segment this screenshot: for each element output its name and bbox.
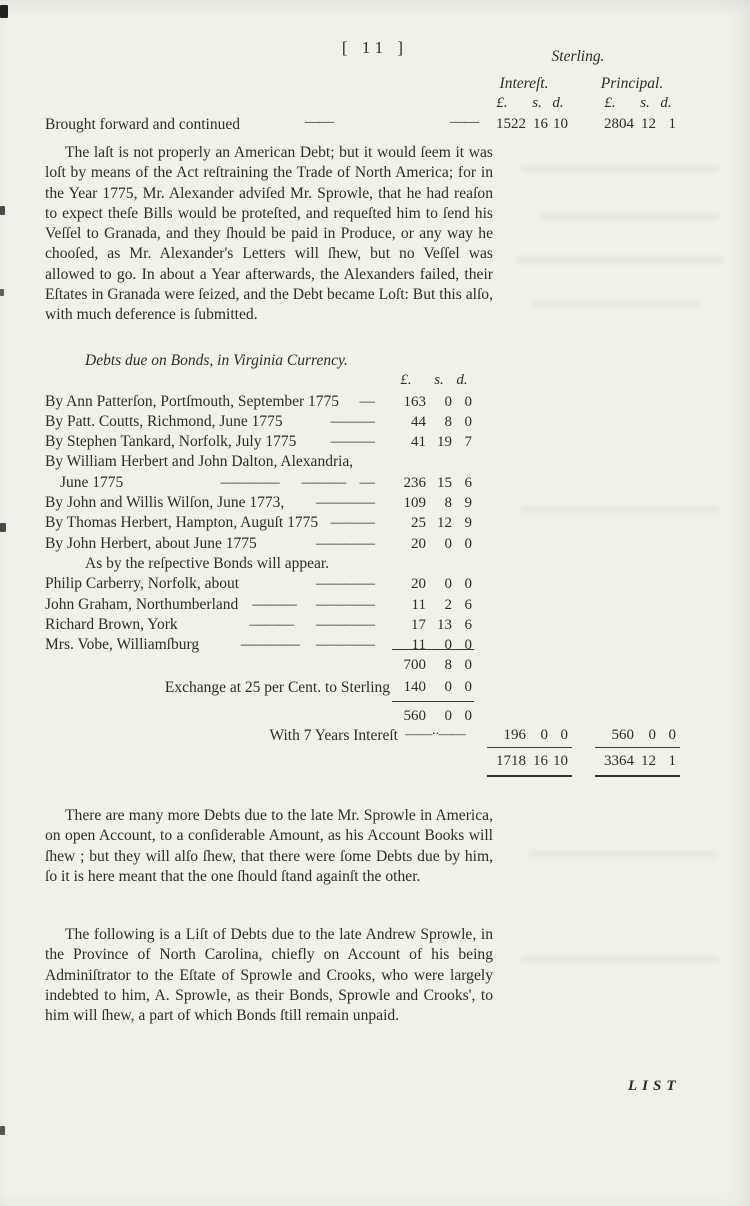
- table-row: As by the reſpective Bonds will appear.: [85, 554, 330, 572]
- table-row: By John Herbert, about June 1775 ———— 20 0 0: [45, 534, 472, 552]
- page-number: [ 11 ]: [341, 38, 409, 57]
- bleedthrough-artifact: [520, 165, 720, 173]
- brought-forward-interest-amount: 1522 16 10: [496, 116, 568, 132]
- bonds-table: [45, 352, 472, 656]
- table-row: By Patt. Coutts, Richmond, June 1775 ——— 44 8 0: [45, 412, 472, 430]
- table-row: John Graham, Northumberland ——— ———— 11 2 6: [45, 595, 472, 613]
- seven-year-interest-amount: 196 0 0: [503, 727, 568, 743]
- filler-dash: ——··——: [405, 727, 465, 742]
- subtotal-amount: 700 8 0: [403, 657, 472, 673]
- table-row: Philip Carberry, Norfolk, about ———— 20 0 0: [45, 575, 472, 593]
- table-row: By John and Willis Wilſon, June 1773, ———— 109 8 9: [45, 494, 472, 512]
- body-paragraph-open-accounts: There are many more Debts due to the late Mr. Sprowle in America, on open Account, to a conſiderable Amount, as his Account Books will ſhew ; but they will alſo ſhew, that there were ſome Debts due by him, ſo it is here meant that the one ſhould ſtand againſt the other.: [45, 807, 493, 885]
- row-amount: 11 0 0: [411, 637, 472, 654]
- row-amount: 11 2 6: [411, 596, 472, 613]
- brought-forward-principal-amount: 2804 12 1: [604, 116, 676, 132]
- filler-dash: ———— ————: [240, 636, 374, 654]
- grand-total-rule: [487, 775, 572, 777]
- filler-dash: ——— ————: [249, 615, 374, 633]
- filler-dash: ———: [330, 433, 374, 451]
- filler-dash: ————: [316, 575, 374, 593]
- table-row: June 1775 ———— ——— — 236 15 6: [60, 473, 472, 491]
- catchword: LIST: [628, 1078, 681, 1094]
- table-row: By Thomas Herbert, Hampton, Auguſt 1775 ——— 25 12 9: [45, 514, 472, 532]
- total-rule: [392, 649, 474, 650]
- bleedthrough-artifact: [520, 505, 720, 513]
- total-rule: [487, 747, 572, 748]
- scan-artifact: [0, 206, 5, 215]
- table-row: By William Herbert and John Dalton, Alexandria,: [45, 453, 354, 471]
- filler-dash: ——: [305, 114, 333, 130]
- shillings-symbol: s.: [532, 95, 542, 111]
- row-amount: 236 15 6: [403, 474, 472, 491]
- filler-dash: ——: [450, 114, 478, 130]
- pounds-symbol: £.: [604, 95, 616, 111]
- filler-dash: ———: [330, 412, 374, 430]
- interest-lsd-header: [478, 95, 568, 112]
- principal-lsd-header: [586, 95, 676, 112]
- bleedthrough-artifact: [528, 850, 718, 858]
- net-amount: 560 0 0: [403, 708, 472, 724]
- scan-artifact: [0, 1126, 5, 1135]
- row-amount: 20 0 0: [411, 535, 472, 552]
- row-amount: 163 0 0: [403, 393, 472, 410]
- grand-total-principal: 3364 12 1: [604, 753, 676, 769]
- table-row: By Stephen Tankard, Norfolk, July 1775 ——— 41 19 7: [45, 433, 472, 451]
- total-rule: [392, 701, 474, 702]
- filler-dash: ——— ————: [252, 595, 374, 613]
- table-row: By Ann Patterſon, Portſmouth, September 1775 — 163 0 0: [45, 392, 472, 410]
- total-rule: [595, 747, 680, 748]
- bonds-table-heading: Debts due on Bonds, in Virginia Currency.: [85, 352, 348, 369]
- scan-artifact: [0, 289, 4, 296]
- grand-total-interest: 1718 16 10: [496, 753, 568, 769]
- bonds-lsd-header-row: [45, 372, 472, 392]
- va-lsd-header: £. s. d.: [400, 372, 468, 389]
- bleedthrough-artifact: [515, 256, 725, 264]
- principal-column-label: Principal.: [600, 75, 664, 92]
- bleedthrough-artifact: [540, 213, 720, 221]
- exchange-amount: 140 0 0: [403, 679, 472, 695]
- pounds-symbol: £.: [496, 95, 508, 111]
- bleedthrough-artifact: [532, 300, 702, 308]
- sterling-column-title: Sterling.: [551, 48, 605, 65]
- filler-dash: ———: [330, 514, 374, 532]
- filler-dash: ————: [316, 534, 374, 552]
- scan-artifact: [0, 523, 6, 532]
- scan-artifact: [0, 5, 8, 18]
- body-paragraph-north-carolina: The following is a Liſt of Debts due to the late Andrew Sprowle, in the Province of North Carolina, chiefly on Account of his being Adminiſtrator to the Eſtate of Sprowle and Crooks, who were largely indebted to him, A. Sprowle, as their Bonds, Sprowle and Crooks', to him will ſhew, a part of which Bonds ſtill remain unpaid.: [45, 926, 493, 1025]
- row-amount: 41 19 7: [411, 434, 472, 451]
- brought-forward-label: Brought forward and continued: [45, 116, 240, 133]
- net-principal-amount: 560 0 0: [611, 727, 676, 743]
- table-row: Richard Brown, York ——— ———— 17 13 6: [45, 615, 472, 633]
- row-amount: 20 0 0: [411, 576, 472, 593]
- filler-dash: ———— ——— —: [220, 473, 374, 491]
- bleedthrough-artifact: [520, 955, 720, 963]
- row-amount: 25 12 9: [411, 515, 472, 532]
- with-interest-label: With 7 Years Intereſt: [269, 727, 398, 744]
- grand-total-rule: [595, 775, 680, 777]
- row-amount: 109 8 9: [403, 495, 472, 512]
- filler-dash: —: [359, 392, 374, 410]
- pence-symbol: d.: [660, 95, 672, 111]
- body-paragraph-american-debt: The laſt is not properly an American Debt; but it would ſeem it was loſt by means of the Act reſtraining the Trade of North America; for in the Year 1775, Mr. Alexander adviſed Mr. Sprowle, that he had reaſon to expect theſe Bills would be proteſted, and requeſted him to ſend his Veſſel to Granada, and they ſhould be paid in Produce, or any way he chooſed, as Mr. Alexander's Letters will ſhew, but no Veſſel was allowed to go. In about a Year afterwards, the Alexanders failed, their Eſtates in Granada were ſeized, and the Debt became Loſt: But this alſo, with much deference is ſubmitted.: [45, 144, 493, 324]
- row-amount: 17 13 6: [411, 616, 472, 633]
- filler-dash: ————: [316, 494, 374, 512]
- table-row: Mrs. Vobe, Williamſburg ———— ———— 11 0 0: [45, 636, 472, 654]
- exchange-label: Exchange at 25 per Cent. to Sterling: [164, 679, 390, 696]
- row-amount: 44 8 0: [411, 413, 472, 430]
- shillings-symbol: s.: [640, 95, 650, 111]
- pence-symbol: d.: [552, 95, 564, 111]
- interest-column-label: Intereſt.: [499, 75, 549, 92]
